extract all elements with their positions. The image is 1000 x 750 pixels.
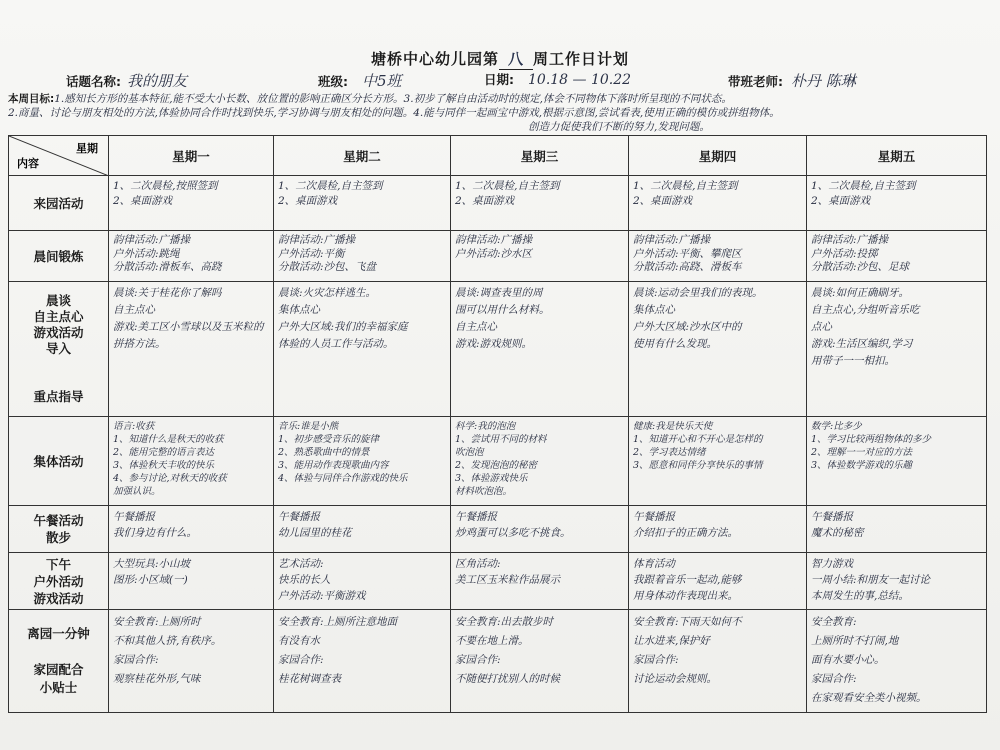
cell-text: 晨谈:如何正确刷牙。 自主点心,分组听音乐吃 点心 游戏:生活区编织,学习 用带子一一相扣。 [811, 287, 920, 367]
cell-arrival-thu [629, 176, 807, 231]
cell-departure-thu [629, 610, 807, 713]
title-prefix: 塘桥中心幼儿园第 [370, 50, 499, 68]
cell-lunch-wed [451, 506, 629, 553]
cell-text: 晨谈:调查表里的周 围可以用什么材料。 自主点心 游戏:游戏规则。 [455, 287, 550, 350]
cell-talk-fri [807, 282, 987, 417]
cell-afternoon-thu [629, 553, 807, 610]
table-row [9, 610, 987, 713]
row-label-morning-exercise: 晨间锻炼 [9, 231, 109, 282]
class-label: 班级: [318, 74, 348, 89]
goals-line-3: 创造力促使我们不断的努力,发现问题。 [528, 121, 710, 133]
cell-arrival-mon [109, 176, 274, 231]
topic-field [66, 70, 187, 92]
day-header-mon: 星期一 [109, 136, 274, 176]
table-header-row [9, 136, 987, 176]
cell-text: 艺术活动: 快乐的长人 户外活动:平衡游戏 [278, 558, 366, 602]
cell-group-mon [109, 417, 274, 506]
cell-afternoon-wed [451, 553, 629, 610]
row-label-arrival: 来园活动 [9, 176, 109, 231]
class-field [318, 70, 402, 92]
weekly-goals [8, 92, 982, 134]
cell-text: 健康:我是快乐天使 1、知道开心和不开心是怎样的 2、学习表达情绪 3、愿意和同伴分享快乐的事情 [633, 421, 763, 471]
cell-afternoon-fri [807, 553, 987, 610]
cell-text: 午餐播报 幼儿园里的桂花 [278, 511, 352, 539]
cell-text: 数学:比多少 1、学习比较两组物体的多少 2、理解一一对应的方法 3、体验数学游戏的乐趣 [811, 421, 932, 471]
table-row [9, 176, 987, 231]
topic-value: 我的朋友 [127, 72, 188, 90]
cell-text: 午餐播报 炒鸡蛋可以多吃不挑食。 [455, 511, 571, 539]
schedule-table [8, 135, 987, 713]
cell-exercise-fri [807, 231, 987, 282]
cell-text: 晨谈:火灾怎样逃生。 集体点心 户外大区域:我们的幸福家庭 体验的人员工作与活动。 [278, 287, 408, 350]
cell-talk-wed [451, 282, 629, 417]
cell-text: 体育活动 我跟着音乐一起动,能够 用身体动作表现出来。 [633, 558, 742, 602]
table-row [9, 553, 987, 610]
cell-text: 智力游戏 一周小结:和朋友一起讨论 本周发生的事,总结。 [811, 558, 931, 602]
cell-arrival-wed [451, 176, 629, 231]
cell-text: 晨谈:关于桂花你了解吗 自主点心 游戏:美工区小雪球以及玉米粒的拼搭方法。 [113, 287, 264, 350]
cell-text: 1、二次晨检,自主签到 2、桌面游戏 [811, 180, 916, 207]
cell-arrival-tue [274, 176, 451, 231]
cell-text: 科学:我的泡泡 1、尝试用不同的材料 吹泡泡 2、发现泡泡的秘密 3、体验游戏快乐 材料吹泡泡。 [455, 421, 547, 497]
table-row [9, 506, 987, 553]
cell-text: 安全教育:上厕所时 不和其他人挤,有秩序。 家园合作: 观察桂花外形,气味 [113, 616, 222, 685]
cell-departure-tue [274, 610, 451, 713]
date-value: 10.18 — 10.22 [528, 72, 632, 88]
date-label: 日期: [484, 72, 514, 87]
cell-text: 安全教育: 上厕所时不打闹,地 面有水要小心。 家园合作: 在家观看安全类小视频。 [811, 616, 927, 704]
cell-text: 语言:收获 1、知道什么是秋天的收获 2、能用完整的语言表达 3、体验秋天丰收的快乐 4、参与讨论,对秋天的收获 加强认识。 [113, 421, 227, 497]
title-suffix: 周工作日计划 [533, 50, 630, 68]
cell-talk-mon [109, 282, 274, 417]
page-title [0, 48, 1000, 70]
corner-content-label: 内容 [17, 157, 39, 170]
cell-text: 午餐播报 我们身边有什么。 [113, 511, 197, 539]
week-number: 八 [499, 48, 533, 70]
cell-text: 1、二次晨检,自主签到 2、桌面游戏 [278, 180, 383, 207]
row-label-lunch: 午餐活动 散步 [9, 506, 109, 553]
cell-departure-mon [109, 610, 274, 713]
cell-text: 韵律活动:广播操 户外活动:跳绳 分散活动:滑板车、高跷 [113, 234, 222, 273]
cell-departure-wed [451, 610, 629, 713]
cell-text: 午餐播报 魔术的秘密 [811, 511, 864, 539]
cell-group-fri [807, 417, 987, 506]
cell-exercise-tue [274, 231, 451, 282]
row-label-group-activity: 集体活动 [9, 417, 109, 506]
teacher-label: 带班老师: [728, 74, 783, 89]
teacher-value: 朴丹 陈琳 [791, 72, 856, 90]
cell-exercise-mon [109, 231, 274, 282]
cell-group-tue [274, 417, 451, 506]
class-value: 中5班 [362, 72, 402, 90]
day-header-tue: 星期二 [274, 136, 451, 176]
goals-line-2: 2.商量、讨论与朋友相处的方法,体验协同合作时找到快乐,学习协调与朋友相处的问题。4.能与同伴一起画宝中游戏,根据示意图,尝试看表,使用正确的模仿或拼组物体。 [8, 107, 780, 119]
cell-text: 韵律活动:广播操 户外活动:平衡 分散活动:沙包、飞盘 [278, 234, 377, 273]
day-header-thu: 星期四 [629, 136, 807, 176]
date-field [484, 70, 631, 92]
table-row [9, 282, 987, 417]
cell-afternoon-tue [274, 553, 451, 610]
cell-text: 1、二次晨检,自主签到 2、桌面游戏 [633, 180, 738, 207]
cell-talk-tue [274, 282, 451, 417]
cell-departure-fri [807, 610, 987, 713]
cell-text: 安全教育:下雨天如何不 让水进来,保护好 家园合作: 讨论运动会规则。 [633, 616, 742, 685]
teacher-field [728, 70, 856, 92]
goals-line-1: 1.感知长方形的基本特征,能不受大小长数、放位置的影响正确区分长方形。3.初步了解自由活动时的规定,体会不同物体下落时所呈现的不同状态。 [54, 93, 732, 105]
corner-day-label: 星期 [76, 142, 98, 155]
goals-label: 本周目标: [8, 93, 55, 105]
cell-text: 区角活动: 美工区玉米粒作品展示 [455, 558, 560, 586]
cell-lunch-mon [109, 506, 274, 553]
corner-cell [9, 136, 109, 176]
cell-text: 安全教育:出去散步时 不要在地上滑。 家园合作: 不随便打扰别人的时候 [455, 616, 560, 685]
cell-exercise-wed [451, 231, 629, 282]
cell-text: 1、二次晨检,按照签到 2、桌面游戏 [113, 180, 218, 207]
row-label-morning-talk: 晨谈 自主点心 游戏活动 导入 重点指导 [9, 282, 109, 417]
cell-arrival-fri [807, 176, 987, 231]
cell-text: 韵律活动:广播操 户外活动:平衡、攀爬区 分散活动:高跷、滑板车 [633, 234, 742, 273]
cell-group-thu [629, 417, 807, 506]
cell-text: 韵律活动:广播操 户外活动:投掷 分散活动:沙包、足球 [811, 234, 910, 273]
day-header-wed: 星期三 [451, 136, 629, 176]
cell-text: 午餐播报 介绍扣子的正确方法。 [633, 511, 738, 539]
cell-text: 1、二次晨检,自主签到 2、桌面游戏 [455, 180, 560, 207]
table-row [9, 231, 987, 282]
cell-text: 音乐:谁是小熊 1、初步感受音乐的旋律 2、熟悉歌曲中的情景 3、能用动作表现歌曲内容 4、体验与同伴合作游戏的快乐 [278, 421, 408, 484]
cell-text: 大型玩具:小山坡 图形:小区域(一) [113, 558, 191, 586]
cell-lunch-fri [807, 506, 987, 553]
cell-lunch-thu [629, 506, 807, 553]
cell-lunch-tue [274, 506, 451, 553]
topic-label: 话题名称: [66, 74, 121, 89]
cell-text: 韵律活动:广播操 户外活动:沙水区 [455, 234, 533, 260]
row-label-departure: 离园一分钟 家园配合 小贴士 [9, 610, 109, 713]
table-row [9, 417, 987, 506]
cell-text: 晨谈:运动会里我们的表现。 集体点心 户外大区域:沙水区中的 使用有什么发现。 [633, 287, 763, 350]
cell-exercise-thu [629, 231, 807, 282]
cell-afternoon-mon [109, 553, 274, 610]
cell-talk-thu [629, 282, 807, 417]
cell-text: 安全教育:上厕所注意地面 有没有水 家园合作: 桂花树调查表 [278, 616, 398, 685]
day-header-fri: 星期五 [807, 136, 987, 176]
cell-group-wed [451, 417, 629, 506]
row-label-afternoon: 下午 户外活动 游戏活动 [9, 553, 109, 610]
